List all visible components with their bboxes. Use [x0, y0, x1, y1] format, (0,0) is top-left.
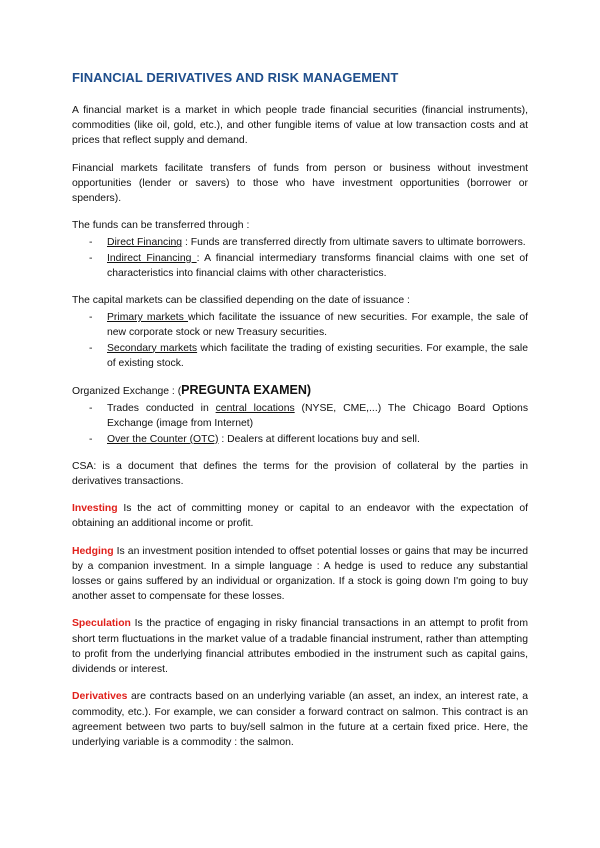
- term-secondary-markets: Secondary markets: [107, 342, 198, 354]
- term-primary-markets: Primary markets: [107, 312, 189, 324]
- paragraph-fund-transfers: Financial markets facilitate transfers of funds from person or business without investment opportunities (lender or savers) to those who have investment opportunities (borrower or spenders).: [72, 162, 528, 205]
- definition-text: Is an investment position intended to offset potential losses or gains that may be incurred by a companion investment. In a simple language : A hedge is used to reduce any substantial losses or gains suffered by an individual or organization. If a stock is going down I'm going to buy another asset to compensate for these losses.: [72, 545, 528, 603]
- document-title: FINANCIAL DERIVATIVES AND RISK MANAGEMENT: [72, 70, 399, 85]
- list-item-text: : A financial intermediary transforms financial claims with one set of characteristics into financial claims with other characteristics.: [107, 252, 529, 279]
- keyword-speculation: Speculation: [72, 618, 131, 630]
- dash-bullet: -: [89, 342, 93, 354]
- dash-bullet: -: [89, 252, 93, 264]
- definition-derivatives: [72, 689, 528, 750]
- list-item: [72, 432, 528, 447]
- term-direct-financing: Direct Financing: [107, 237, 183, 249]
- term-indirect-financing: Indirect Financing: [107, 252, 197, 264]
- funds-intro: The funds can be transferred through :: [72, 220, 250, 232]
- list-item: [72, 235, 528, 250]
- definition-speculation: [72, 616, 528, 677]
- list-item-text: (NYSE, CME,...) The Chicago Board Options Exchange (image from Internet): [107, 403, 529, 430]
- funds-list: [72, 235, 528, 281]
- dash-bullet: -: [89, 237, 93, 249]
- definition-text: Is the act of committing money or capital to an endeavor with the expectation of obtaining an additional income or profit.: [72, 503, 528, 530]
- organized-list: [72, 401, 528, 447]
- list-item-text: : Dealers at different locations buy and sell.: [218, 433, 420, 445]
- paragraph-financial-market: A financial market is a market in which people trade financial securities (financial instruments), commodities (like oil, gold, etc.), and other fungible items of value at low transaction costs and at prices that reflect supply and demand.: [72, 105, 528, 147]
- exam-note: PREGUNTA EXAMEN): [181, 383, 312, 398]
- keyword-hedging: Hedging: [72, 545, 114, 557]
- list-item-text: which facilitate the trading of existing securities. For example, the sale of existing stock.: [107, 342, 529, 369]
- keyword-investing: Investing: [72, 503, 118, 515]
- list-item-text: which facilitate the issuance of new securities. For example, the sale of new corporate stock or new Treasury securities.: [107, 312, 529, 339]
- dash-bullet: -: [89, 312, 93, 324]
- capital-list: [72, 310, 528, 371]
- definition-text: Is the practice of engaging in risky financial transactions in an attempt to profit from short term fluctuations in the market value of a tradable financial instrument, rather than attempting to profit from the underlying financial attributes embodied in the instrument such as capital gains, dividends or interest.: [72, 618, 528, 676]
- organized-exchange-label: Organized Exchange : (: [72, 386, 182, 398]
- definition-hedging: [72, 544, 528, 605]
- list-item: [72, 341, 528, 371]
- list-item: [72, 401, 528, 431]
- paragraph-csa: CSA: is a document that defines the terms for the provision of collateral by the parties in derivatives transactions.: [72, 460, 528, 488]
- list-item: [72, 310, 528, 340]
- list-item-prefix: Trades conducted in: [107, 403, 216, 415]
- dash-bullet: -: [89, 433, 93, 445]
- definition-investing: [72, 501, 528, 531]
- capital-intro: The capital markets can be classified depending on the date of issuance :: [72, 295, 410, 307]
- term-otc: Over the Counter (OTC): [107, 433, 219, 445]
- dash-bullet: -: [89, 403, 93, 415]
- definition-text: are contracts based on an underlying variable (an asset, an index, an interest rate, a commodity, etc.). For example, we can consider a forward contract on salmon. This contract is an agreement between two parts to buy/sell salmon in the future at a certain fixed price. Here, the underlying variable is a commodity : the salmon.: [72, 691, 528, 748]
- organized-exchange-intro: [72, 383, 528, 399]
- term-central-locations: central locations: [215, 403, 295, 415]
- list-item-text: : Funds are transferred directly from ultimate savers to ultimate borrowers.: [182, 237, 526, 249]
- document-page: [72, 70, 528, 762]
- list-item: [72, 251, 528, 281]
- keyword-derivatives: Derivatives: [72, 691, 128, 703]
